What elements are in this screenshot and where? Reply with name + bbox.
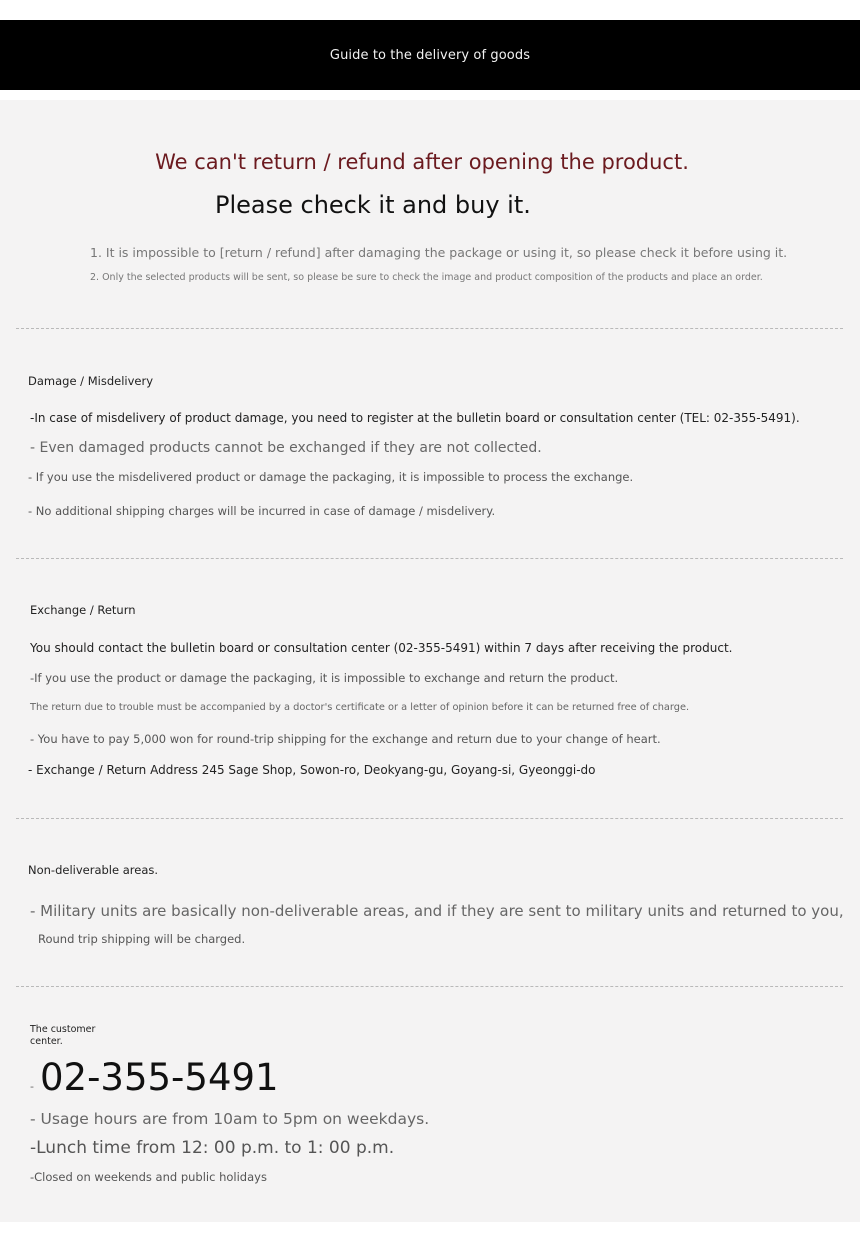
usage-hours: - Usage hours are from 10am to 5pm on weekdays. bbox=[30, 1110, 430, 1128]
intro-note-1: 1. It is impossible to [return / refund] after damaging the package or using it, so please check it before using it. bbox=[90, 245, 788, 260]
exchange-line-4: - You have to pay 5,000 won for round-trip shipping for the exchange and return due to your change of heart. bbox=[30, 732, 661, 746]
customer-center-title: The customer center. bbox=[30, 1024, 96, 1047]
exchange-line-1: You should contact the bulletin board or consultation center (02-355-5491) within 7 days after receiving the product. bbox=[30, 641, 733, 655]
nondeliverable-section-title: Non-deliverable areas. bbox=[28, 863, 159, 877]
exchange-address: - Exchange / Return Address 245 Sage Shop, Sowon-ro, Deokyang-gu, Goyang-si, Gyeonggi-do bbox=[28, 763, 596, 777]
nondeliverable-line-2: Round trip shipping will be charged. bbox=[38, 932, 246, 946]
closed-days: -Closed on weekends and public holidays bbox=[30, 1170, 267, 1184]
damage-section-title: Damage / Misdelivery bbox=[28, 374, 154, 388]
nondeliverable-line-1: - Military units are basically non-deliverable areas, and if they are sent to military units and returned to you, bbox=[30, 902, 844, 920]
exchange-section-title: Exchange / Return bbox=[30, 603, 136, 617]
damage-line-2: - Even damaged products cannot be exchanged if they are not collected. bbox=[30, 440, 542, 456]
phone-dash: - bbox=[30, 1080, 34, 1093]
section-divider bbox=[16, 558, 843, 559]
check-before-buy-heading: Please check it and buy it. bbox=[215, 191, 531, 219]
content-panel bbox=[0, 100, 860, 1222]
lunch-time: -Lunch time from 12: 00 p.m. to 1: 00 p.m. bbox=[30, 1138, 395, 1158]
header-title: Guide to the delivery of goods bbox=[329, 47, 531, 63]
header-banner bbox=[0, 20, 860, 90]
damage-line-3: - If you use the misdelivered product or damage the packaging, it is impossible to process the exchange. bbox=[28, 470, 634, 484]
no-return-warning: We can't return / refund after opening the product. bbox=[155, 150, 689, 174]
exchange-line-3: The return due to trouble must be accompanied by a doctor's certificate or a letter of opinion before it can be returned free of charge. bbox=[30, 702, 690, 713]
section-divider bbox=[16, 986, 843, 987]
damage-line-4: - No additional shipping charges will be incurred in case of damage / misdelivery. bbox=[28, 504, 496, 518]
section-divider bbox=[16, 328, 843, 329]
section-divider bbox=[16, 818, 843, 819]
intro-note-2: 2. Only the selected products will be sent, so please be sure to check the image and product composition of the products and place an order. bbox=[90, 272, 763, 283]
customer-center-phone: 02-355-5491 bbox=[40, 1056, 279, 1099]
damage-line-1: -In case of misdelivery of product damage, you need to register at the bulletin board or consultation center (TEL: 02-355-5491). bbox=[30, 411, 800, 425]
exchange-line-2: -If you use the product or damage the packaging, it is impossible to exchange and return the product. bbox=[30, 671, 619, 685]
